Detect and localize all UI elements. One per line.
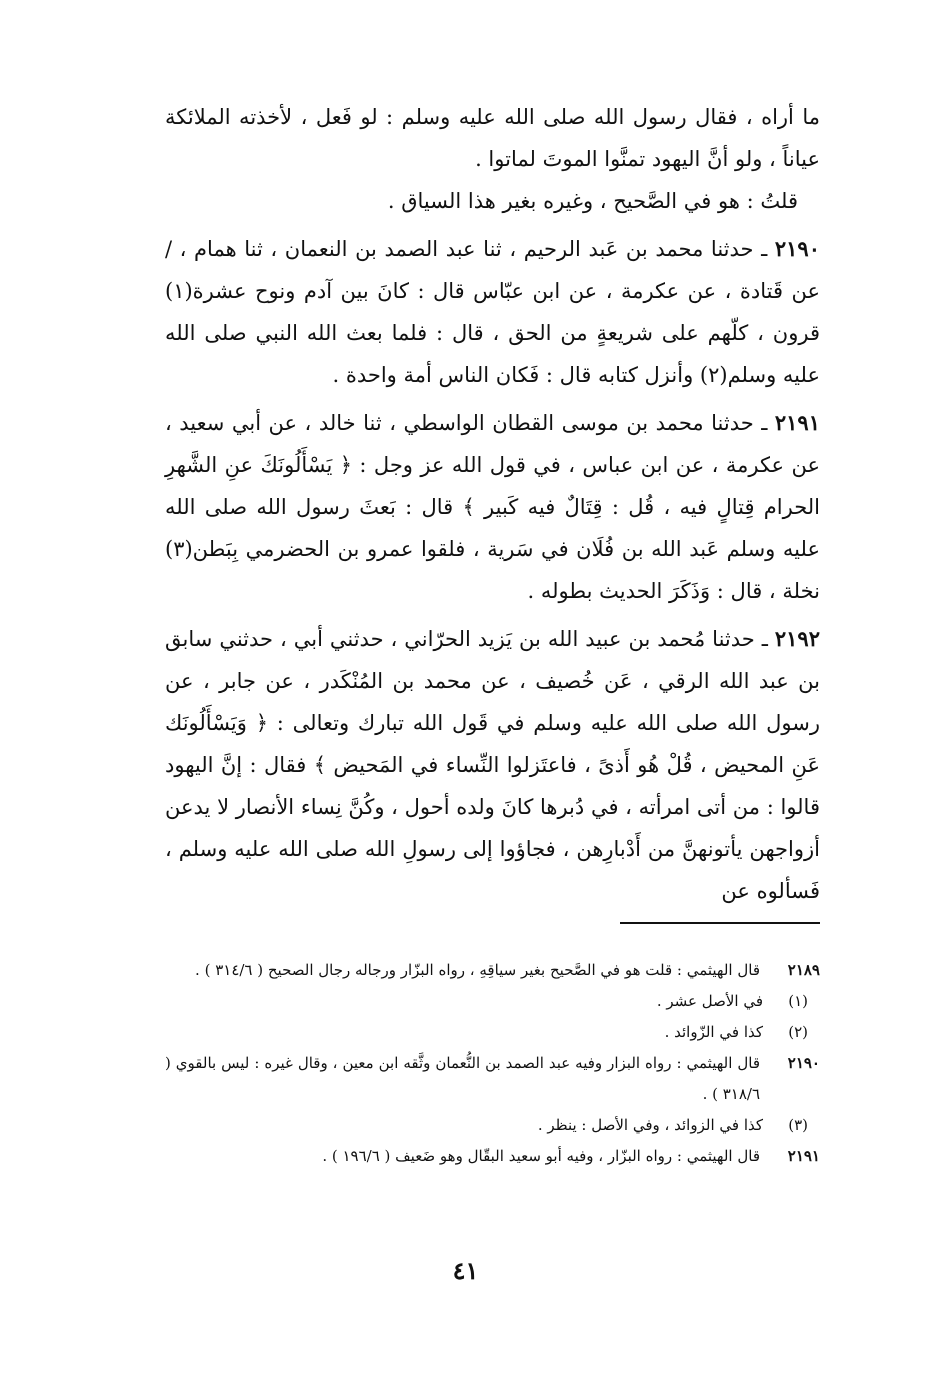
footnote-text: قال الهيثمي : رواه البزار وفيه عبد الصمد بن النُّعمان وثَّقه ابن معين ، وقال غيره : ليس بالقوي ( ٣١٨/٦ ) . (165, 1054, 760, 1103)
footnote-2189 (165, 955, 820, 986)
footnote-1 (165, 986, 820, 1017)
paragraph-continuation: ما أراه ، فقال رسول الله صلى الله عليه وسلم : لو فَعل ، لأخذته الملائكة عياناً ، ولو أنَّ اليهود تمنَّوا الموتَ لماتوا . (165, 105, 820, 171)
footnote-text: قال الهيثمي : قلت هو في الصَّحيح بغير سياقِهِ ، رواه البزّار ورجاله رجال الصحيح ( ٣١٤/٦ ) . (195, 961, 760, 979)
hadith-number: ٢١٩٢ (774, 626, 820, 651)
footnote-label: ٢١٩٠ (787, 1054, 820, 1072)
footnotes (165, 955, 820, 1172)
main-text (165, 96, 820, 912)
footnote-3 (165, 1110, 820, 1141)
hadith-number: ٢١٩٠ (774, 236, 820, 261)
footnote-text: قال الهيثمي : رواه البزّار ، وفيه أبو سعيد البقّال وهو ضَعيف ( ١٩٦/٦ ) . (322, 1147, 760, 1165)
hadith-2190 (165, 228, 820, 396)
hadith-text: ـ حدثنا مُحمد بن عبيد الله بن يَزيد الحرّاني ، حدثني أبي ، حدثني سابق بن عبد الله الرقي ، عَن خُصيف ، عن محمد بن المُنْكَدر ، عن جابر ، عن رسول الله صلى الله عليه وسلم في قَول الله تبارك وتعالى : ﴿ وَيَسْأَلُونَك عَنِ المحيض ، قُلْ هُو أَذىً ، فاعتَزلوا النِّساء في المَحيض ﴾ فقال : إنَّ اليهود قالوا : من أتى امرأته ، في دُبرها كانَ ولده أحول ، وكُنَّ نِساء الأنصار لا يدعن أزواجهن يأتونهنَّ من أَدْبارِهن ، فجاؤوا إلى رسولِ الله صلى الله عليه وسلم ، فَسألوه عن (165, 627, 820, 903)
footnote-2191 (165, 1141, 820, 1172)
footnote-2190 (165, 1048, 820, 1110)
footnote-label: ٢١٩١ (787, 1147, 820, 1165)
hadith-text: ـ حدثنا محمد بن موسى القطان الواسطي ، ثنا خالد ، عن أبي سعيد ، عن عكرمة ، عن ابن عباس ، في قول الله عز وجل : ﴿ يَسْأَلُونَكَ عنِ الشَّهرِ الحرام قِتالٍ فيه ، قُل : قِتَالٌ فيه كَبير ﴾ قال : بَعثَ رسول الله صلى الله عليه وسلم عَبد الله بن فُلَان في سَرية ، فلقوا عمرو بن الحضرمي بِبَطن(٣) نخلة ، قال : وَذَكَرَ الحديث بطوله . (165, 411, 820, 603)
page-number: ٤١ (452, 1256, 479, 1285)
footnote-divider (620, 922, 820, 924)
hadith-2191 (165, 402, 820, 612)
hadith-text: ـ حدثنا محمد بن عَبد الرحيم ، ثنا عبد الصمد بن النعمان ، ثنا همام ، / عن قَتادة ، عن عكرمة ، عن ابن عبّاس قال : كانَ بين آدم ونوح عشرة(١) قرون ، كلّهم على شريعةٍ من الحق ، قال : فلما بعث الله النبي صلى الله عليه وسلم(٢) وأنزل كتابه قال : فَكان الناس أمة واحدة . (165, 237, 820, 387)
footnote-text: كذا في الزوائد ، وفي الأصل : ينظر . (537, 1116, 763, 1134)
footnote-label: (٢) (788, 1023, 808, 1041)
hadith-2192 (165, 618, 820, 912)
footnote-label: (٣) (788, 1116, 808, 1134)
footnote-text: في الأصل عشر . (656, 992, 763, 1010)
footnote-label: (١) (788, 992, 808, 1010)
footnote-text: كذا في الزّوائد . (664, 1023, 763, 1041)
hadith-number: ٢١٩١ (774, 410, 820, 435)
paragraph-note: قلتُ : هو في الصَّحيح ، وغيره بغير هذا السياق . (387, 189, 798, 213)
footnote-2 (165, 1017, 820, 1048)
footnote-label: ٢١٨٩ (787, 961, 820, 979)
